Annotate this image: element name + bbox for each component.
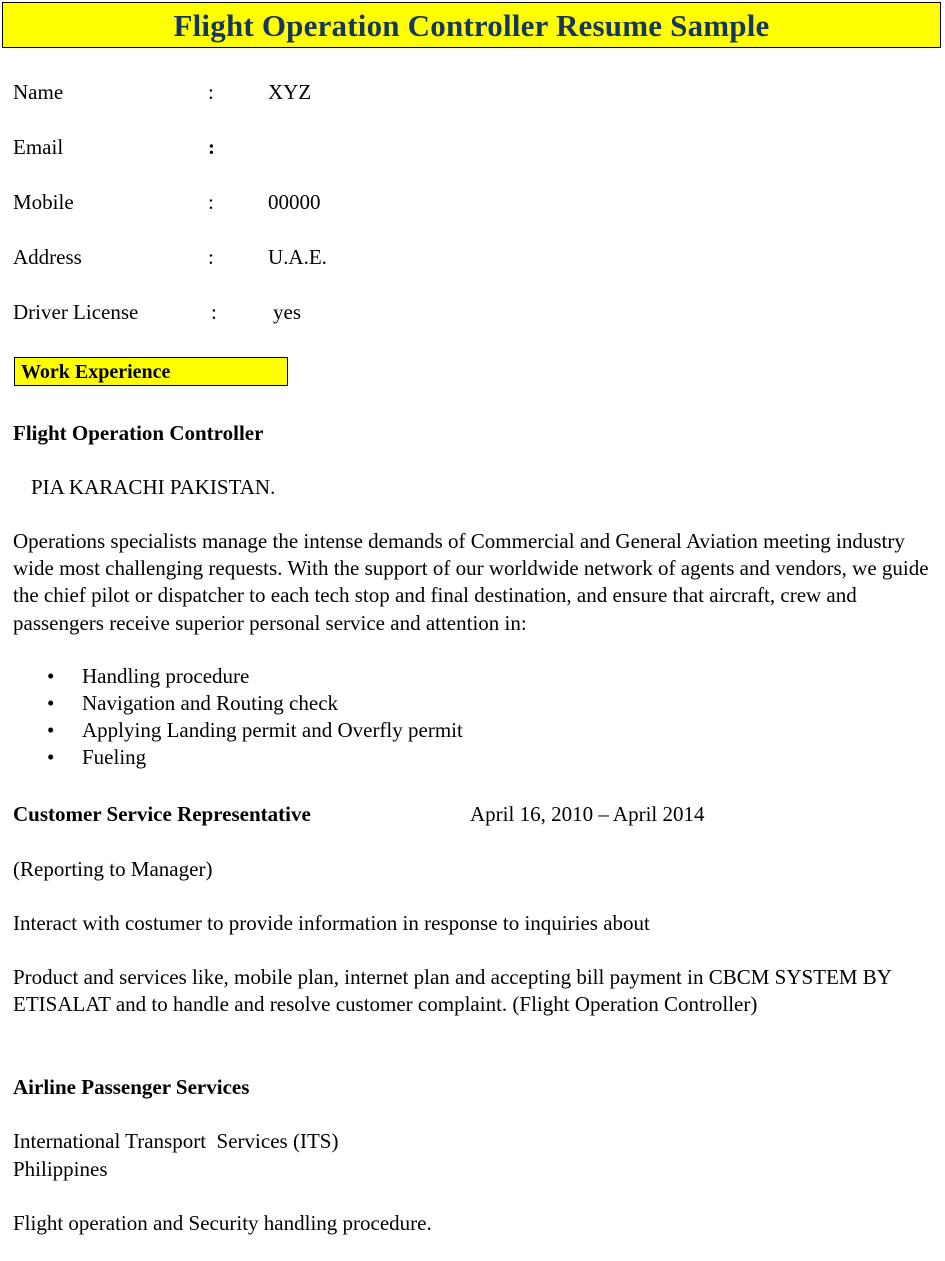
resume-title-banner [2, 2, 941, 48]
contact-label-name: Name [13, 80, 64, 104]
contact-row-address [13, 243, 513, 298]
job-title-flight-operation-controller: Flight Operation Controller [13, 421, 264, 445]
job-date-range-customer-service-representative: April 16, 2010 – April 2014 [470, 802, 705, 826]
contact-label-email: Email [13, 135, 64, 159]
bullet-dot-icon: • [47, 664, 55, 688]
list-item [0, 744, 700, 771]
list-item-label: Applying Landing permit and Overfly permit [82, 718, 463, 742]
list-item [0, 717, 700, 744]
contact-colon-driver-license: : [211, 300, 217, 324]
job-description-airline-passenger-services: Flight operation and Security handling procedure. [13, 1211, 432, 1235]
list-item-label: Fueling [82, 745, 147, 769]
page-title: Flight Operation Controller Resume Sample [173, 7, 770, 43]
contact-label-mobile: Mobile [13, 190, 74, 214]
contact-colon-email: : [208, 135, 215, 159]
job-title-airline-passenger-services: Airline Passenger Services [13, 1075, 250, 1099]
contact-row-name [13, 78, 513, 133]
job-description-customer-service-paragraph-1: Interact with costumer to provide information in response to inquiries about [13, 911, 650, 935]
contact-colon-name: : [208, 80, 214, 104]
job-description-customer-service-paragraph-2: Product and services like, mobile plan, internet plan and accepting bill payment in CBCM SYSTEM BY ETISALAT and to handle and resolve customer complaint. (Flight Operation Controller) [13, 965, 892, 1017]
contact-info-block [13, 78, 513, 353]
list-item [0, 663, 700, 690]
list-item [0, 690, 700, 717]
contact-colon-address: : [208, 245, 214, 269]
contact-value-driver-license: yes [273, 300, 301, 324]
bullet-dot-icon: • [47, 718, 55, 742]
contact-value-mobile: 00000 [268, 190, 321, 214]
job-description-flight-operation-controller: Operations specialists manage the intense demands of Commercial and General Aviation meeting industry wide most challenging requests. With the support of our worldwide network of agents and vendors, we guide the chief pilot or dispatcher to each tech stop and final destination, and ensure that aircraft, crew and passengers receive superior personal service and attention in: [13, 529, 929, 635]
section-heading-work-experience-label: Work Experience [21, 360, 171, 383]
job-responsibilities-list [0, 663, 700, 771]
bullet-dot-icon: • [47, 745, 55, 769]
contact-label-address: Address [13, 245, 82, 269]
job-organization-its-line-2: Philippines [13, 1157, 108, 1181]
contact-label-driver-license: Driver License [13, 300, 139, 324]
contact-value-name: XYZ [268, 80, 312, 104]
contact-row-driver-license [13, 298, 513, 353]
bullet-dot-icon: • [47, 691, 55, 715]
job-title-customer-service-representative: Customer Service Representative [13, 802, 311, 826]
contact-row-email [13, 133, 513, 188]
job-organization-pia-karachi: PIA KARACHI PAKISTAN. [31, 475, 276, 499]
contact-row-mobile [13, 188, 513, 243]
list-item-label: Navigation and Routing check [82, 691, 339, 715]
job-reporting-line: (Reporting to Manager) [13, 857, 213, 881]
contact-colon-mobile: : [208, 190, 214, 214]
job-organization-its-line-1: International Transport Services (ITS) [13, 1129, 339, 1153]
list-item-label: Handling procedure [82, 664, 250, 688]
contact-value-address: U.A.E. [268, 245, 327, 269]
section-heading-work-experience [14, 357, 288, 386]
